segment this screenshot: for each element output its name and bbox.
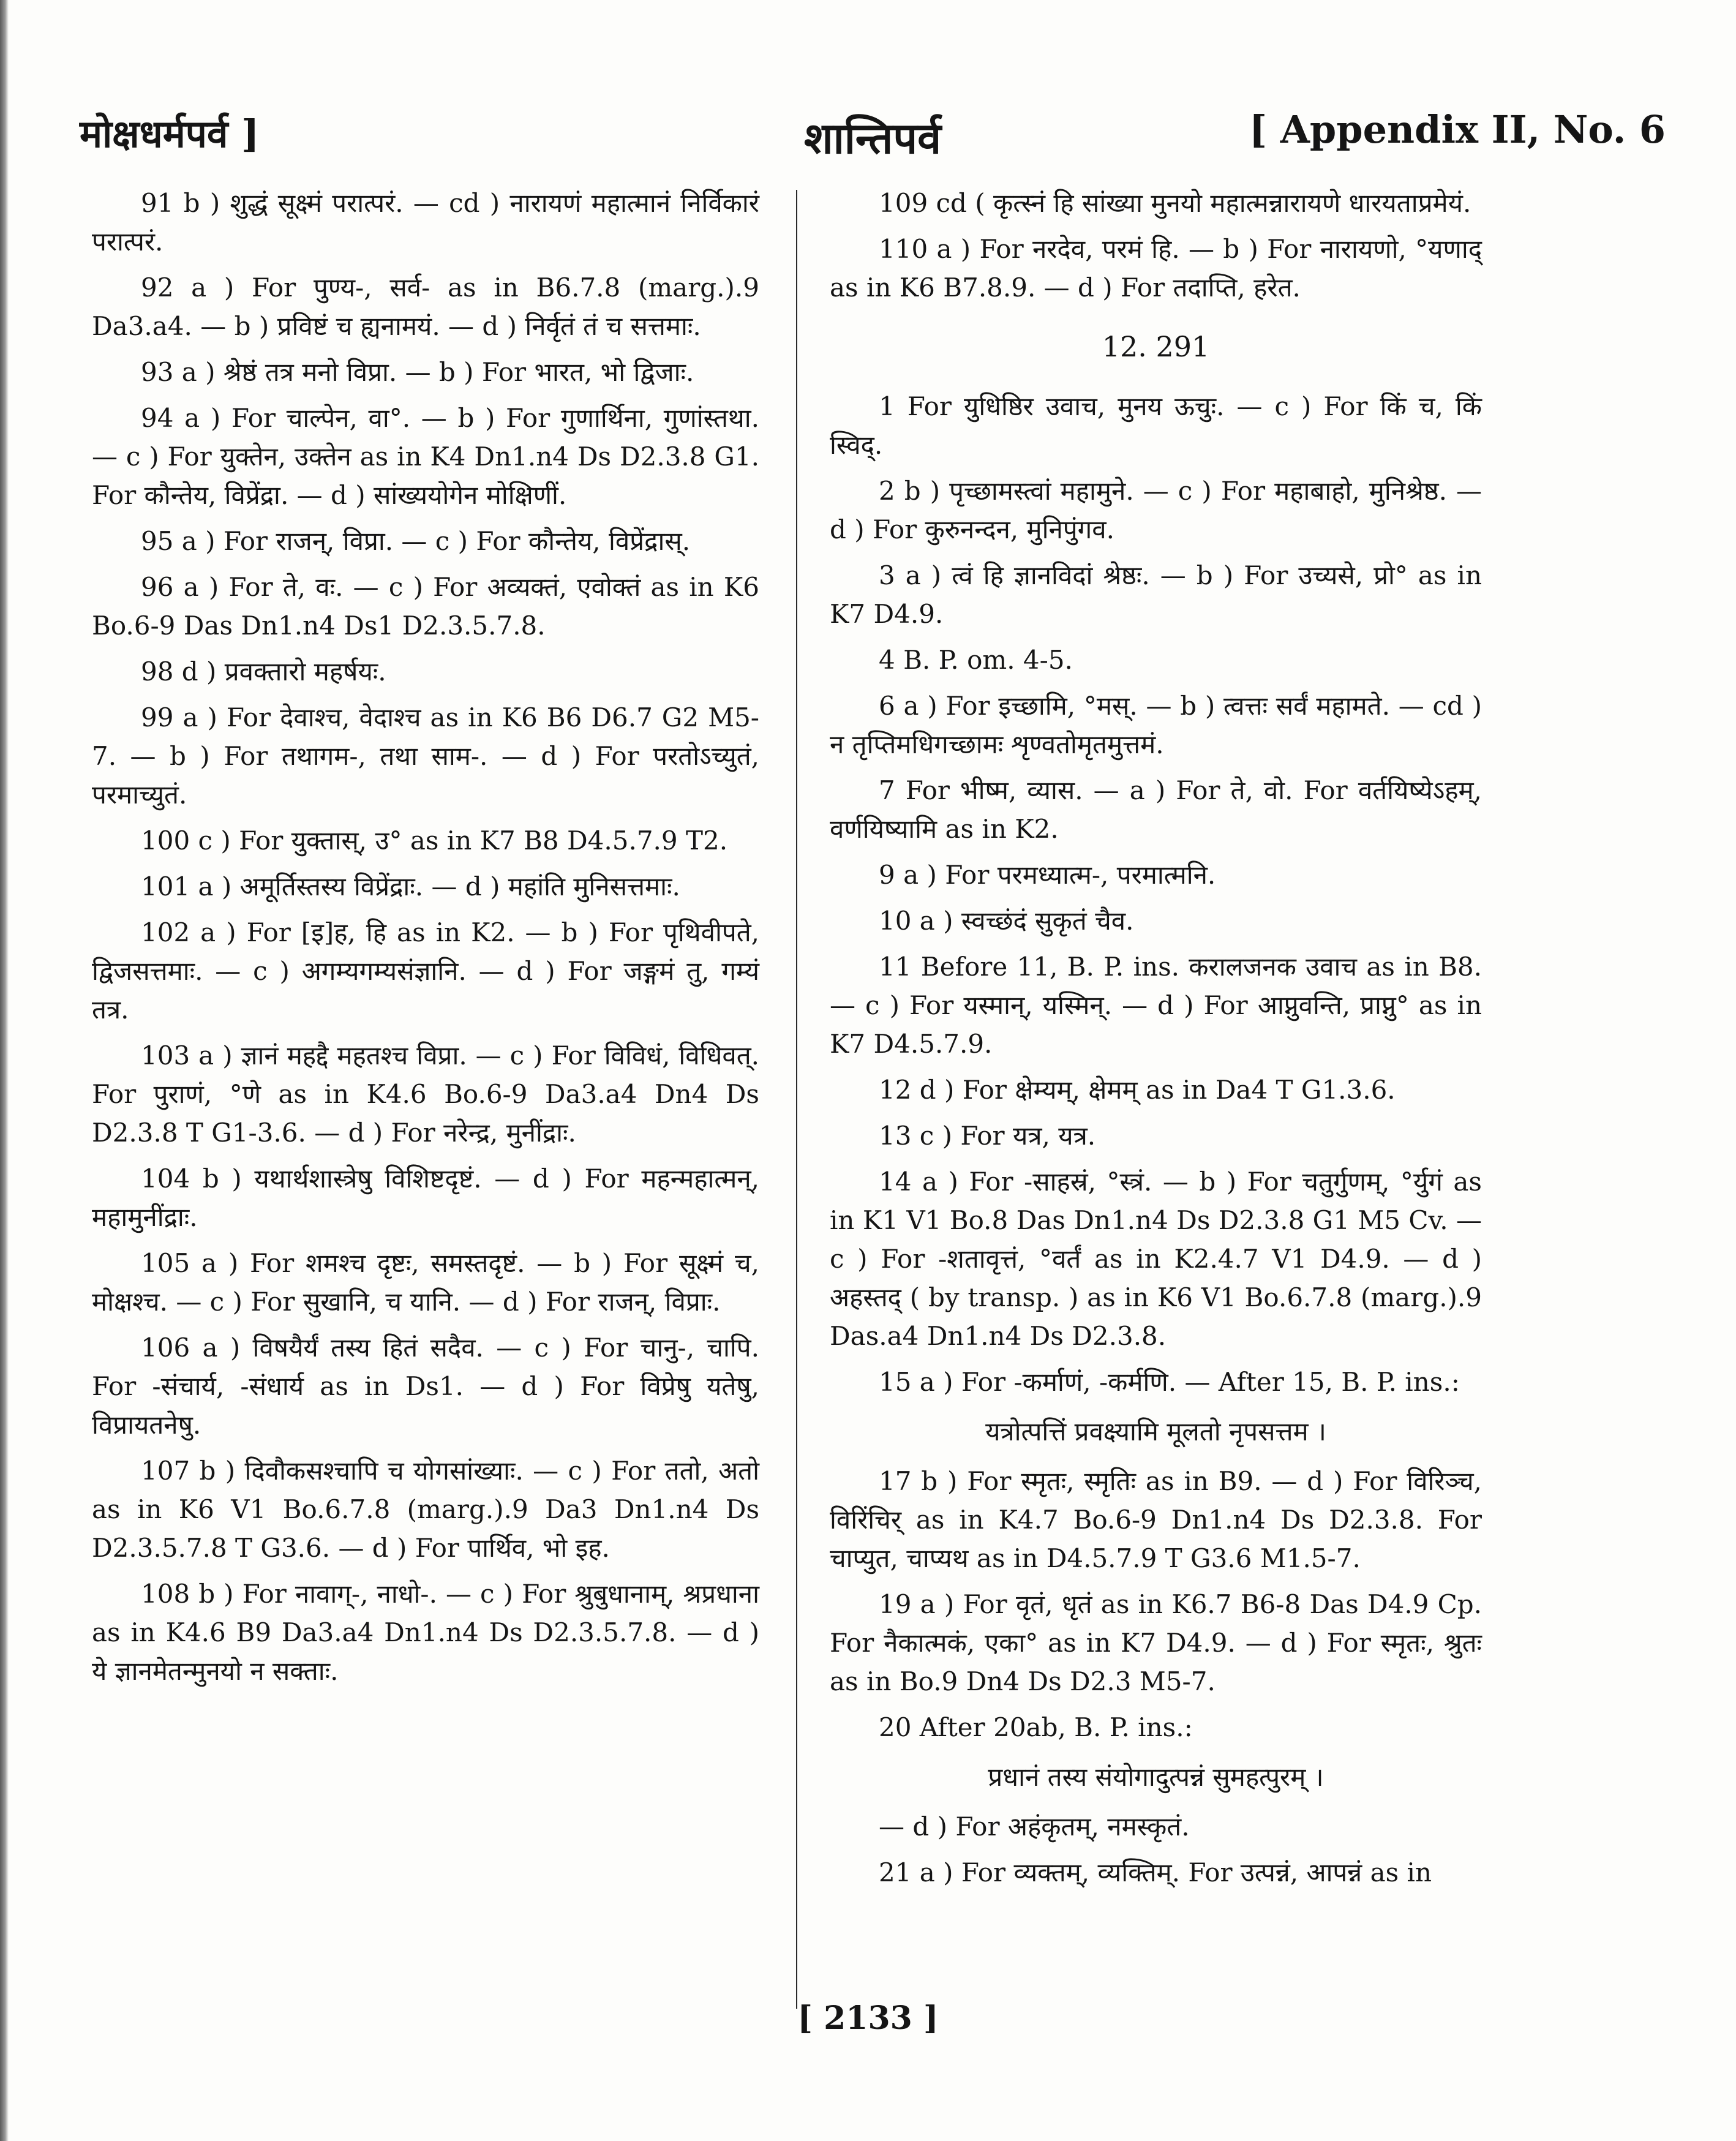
header-title: शान्तिपर्व [804, 113, 941, 164]
note-entry: 101 a ) अमूर्तिस्तस्य विप्रेंद्राः. — d ) महांति मुनिसत्तमाः. [141, 871, 680, 901]
page-number: [ 2133 ] [797, 2000, 939, 2037]
note-entry: 96 a ) For ते, वः. — c ) For अव्यक्तं, एवोक्तं as in K6 Bo.6-9 Das Dn1.n4 Ds1 D2.3.5.7.8. [92, 572, 759, 641]
note-entry: 13 c ) For यत्र, यत्र. [879, 1121, 1096, 1151]
header-appendix-ref: [ Appendix II, No. 6 [1249, 107, 1666, 152]
right-column [830, 184, 1482, 1899]
page-header [80, 107, 1666, 175]
note-entry: 12 d ) For क्षेम्यम्, क्षेमम् as in Da4 T G1.3.6. [879, 1075, 1396, 1105]
note-entry: 91 b ) शुद्धं सूक्ष्मं परात्परं. — cd ) नारायणं महात्मानं निर्विकारं परात्परं. [92, 188, 759, 257]
note-entry: 103 a ) ज्ञानं महद्दै महतश्च विप्रा. — c ) For विविधं, विधिवत्. For पुराणं, °णे as in K4.6 Bo.6-9 Da3.a4 Dn4 Ds D2.3.8 T G1-3.6. — d ) For नरेन्द्र, मुनींद्राः. [92, 1040, 759, 1148]
note-entry: 7 For भीष्म, व्यास. — a ) For ते, वो. For वर्तयिष्येऽहम्, वर्णयिष्यामि as in K2. [830, 775, 1482, 844]
note-entry: 109 cd ( कृत्स्नं हि सांख्या मुनयो महात्मन्नारायणे धारयताप्रमेयं. [879, 188, 1471, 218]
note-entry: 6 a ) For इच्छामि, °मस्. — b ) त्वत्तः सर्वं महामते. — cd ) न तृप्तिमधिगच्छामः शृण्वतोमृतमुत्तमं. [830, 691, 1482, 759]
note-entry: 93 a ) श्रेष्ठं तत्र मनो विप्रा. — b ) For भारत, भो द्विजाः. [141, 357, 694, 387]
inserted-verse: प्रधानं तस्य संयोगादुत्पन्नं सुमहत्पुरम् । [988, 1762, 1324, 1792]
note-entry: 106 a ) विषयैर्यं तस्य हितं सदैव. — c ) For चानु-, चापि. For -संचार्य, -संधार्य as in Ds1. — d ) For विप्रेषु यतेषु, विप्रायतनेषु. [92, 1333, 759, 1440]
note-entry: 108 b ) For नावाग्-, नाधो-. — c ) For श्रुबुधानाम्, श्रप्रधाना as in K4.6 B9 Da3.a4 Dn1.n4 Ds D2.3.5.7.8. — d ) ये ज्ञानमेतन्मुनयो न सक्ताः. [92, 1579, 759, 1686]
note-entry: 10 a ) स्वच्छंदं सुकृतं चैव. [879, 906, 1134, 936]
inserted-verse: यत्रोत्पत्तिं प्रवक्ष्यामि मूलतो नृपसत्तम । [985, 1417, 1326, 1447]
note-entry: 105 a ) For शमश्च दृष्टः, समस्तदृष्टं. — b ) For सूक्ष्मं च, मोक्षश्च. — c ) For सुखानि, च यानि. — d ) For राजन्, विप्राः. [92, 1248, 759, 1317]
left-column [92, 184, 759, 1698]
note-entry: 4 B. P. om. 4-5. [879, 645, 1073, 675]
header-parvan-left: मोक्षधर्मपर्व ] [80, 111, 260, 156]
note-entry: 17 b ) For स्मृतः, स्मृतिः as in B9. — d ) For विरिञ्च, विरिंचिर् as in K4.7 Bo.6-9 Dn1.n4 Ds D2.3.8. For चाप्युत, चाप्यथ as in D4.5.7.9 T G3.6 M1.5-7. [830, 1466, 1482, 1573]
note-entry: — d ) For अहंकृतम्, नमस्कृतं. [879, 1812, 1190, 1842]
note-entry: 14 a ) For -साहस्रं, °स्त्रं. — b ) For चतुर्गुणम्, °र्युगं as in K1 V1 Bo.8 Das Dn1.n4 Ds D2.3.8 G1 M5 Cv. — c ) For -शतावृत्तं, °वर्तं as in K2.4.7 V1 D4.9. — d ) अहस्तद् ( by transp. ) as in K6 V1 Bo.6.7.8 (marg.).9 Das.a4 Dn1.n4 Ds D2.3.8. [830, 1167, 1482, 1351]
note-entry: 92 a ) For पुण्य-, सर्व- as in B6.7.8 (marg.).9 Da3.a4. — b ) प्रविष्टं च ह्यनामयं. — d ) निर्वृतं तं च सत्तमाः. [92, 273, 759, 341]
column-divider [796, 190, 797, 2009]
note-entry: 104 b ) यथार्थशास्त्रेषु विशिष्टदृष्टं. — d ) For महन्महात्मन्, महामुनींद्राः. [92, 1164, 759, 1232]
note-entry: 94 a ) For चाल्पेन, वा°. — b ) For गुणार्थिना, गुणांस्तथा. — c ) For युक्तेन, उक्तेन as in K4 Dn1.n4 Ds D2.3.8 G1. For कौन्तेय, विप्रेंद्रा. — d ) सांख्ययोगेन मोक्षिणीं. [92, 403, 759, 510]
note-entry: 9 a ) For परमध्यात्म-, परमात्मनि. [879, 860, 1216, 890]
note-entry: 19 a ) For वृतं, धृतं as in K6.7 B6-8 Das D4.9 Cp. For नैकात्मकं, एका° as in K7 D4.9. — d ) For स्मृतः, श्रुतः as in Bo.9 Dn4 Ds D2.3 M5-7. [830, 1589, 1482, 1696]
note-entry: 95 a ) For राजन्, विप्रा. — c ) For कौन्तेय, विप्रेंद्रास्. [141, 526, 691, 556]
note-entry: 100 c ) For युक्तास्, उ° as in K7 B8 D4.5.7.9 T2. [141, 826, 728, 856]
page-spine-shadow [0, 0, 9, 2141]
note-entry: 3 a ) त्वं हि ज्ञानविदां श्रेष्ठः. — b ) For उच्यसे, प्रो° as in K7 D4.9. [830, 560, 1482, 629]
note-entry: 2 b ) पृच्छामस्त्वां महामुने. — c ) For महाबाहो, मुनिश्रेष्ठ. — d ) For कुरुनन्दन, मुनिपुंगव. [830, 476, 1482, 544]
note-entry: 1 For युधिष्ठिर उवाच, मुनय ऊचुः. — c ) For किं च, किं स्विद्. [830, 391, 1482, 460]
note-entry: 102 a ) For [इ]ह, हि as in K2. — b ) For पृथिवीपते, द्विजसत्तमाः. — c ) अगम्यगम्यसंज्ञानि. — d ) For जङ्गमं तु, गम्यं तत्र. [92, 917, 759, 1025]
note-entry: 110 a ) For नरदेव, परमं हि. — b ) For नारायणो, °यणाद् as in K6 B7.8.9. — d ) For तदाप्ति, हरेत. [830, 234, 1482, 303]
note-entry: 107 b ) दिवौकसश्चापि च योगसांख्याः. — c ) For ततो, अतो as in K6 V1 Bo.6.7.8 (marg.).9 Da3 Dn1.n4 Ds D2.3.5.7.8 T G3.6. — d ) For पार्थिव, भो इह. [92, 1456, 759, 1563]
section-heading: 12. 291 [1102, 330, 1210, 363]
note-entry: 98 d ) प्रवक्तारो महर्षयः. [141, 657, 386, 687]
note-entry: 21 a ) For व्यक्तम्, व्यक्तिम्. For उत्पन्नं, आपन्नं as in [879, 1857, 1432, 1887]
note-entry: 99 a ) For देवाश्च, वेदाश्च as in K6 B6 D6.7 G2 M5-7. — b ) For तथागम-, तथा साम-. — d ) For परतोऽच्युतं, परमाच्युतं. [92, 702, 759, 810]
note-entry: 15 a ) For -कर्माणं, -कर्मणि. — After 15, B. P. ins.: [879, 1367, 1460, 1397]
note-entry: 11 Before 11, B. P. ins. करालजनक उवाच as in B8. — c ) For यस्मान्, यस्मिन्. — d ) For आप्नुवन्ति, प्राप्नु° as in K7 D4.5.7.9. [830, 952, 1482, 1059]
note-entry: 20 After 20ab, B. P. ins.: [879, 1712, 1193, 1742]
